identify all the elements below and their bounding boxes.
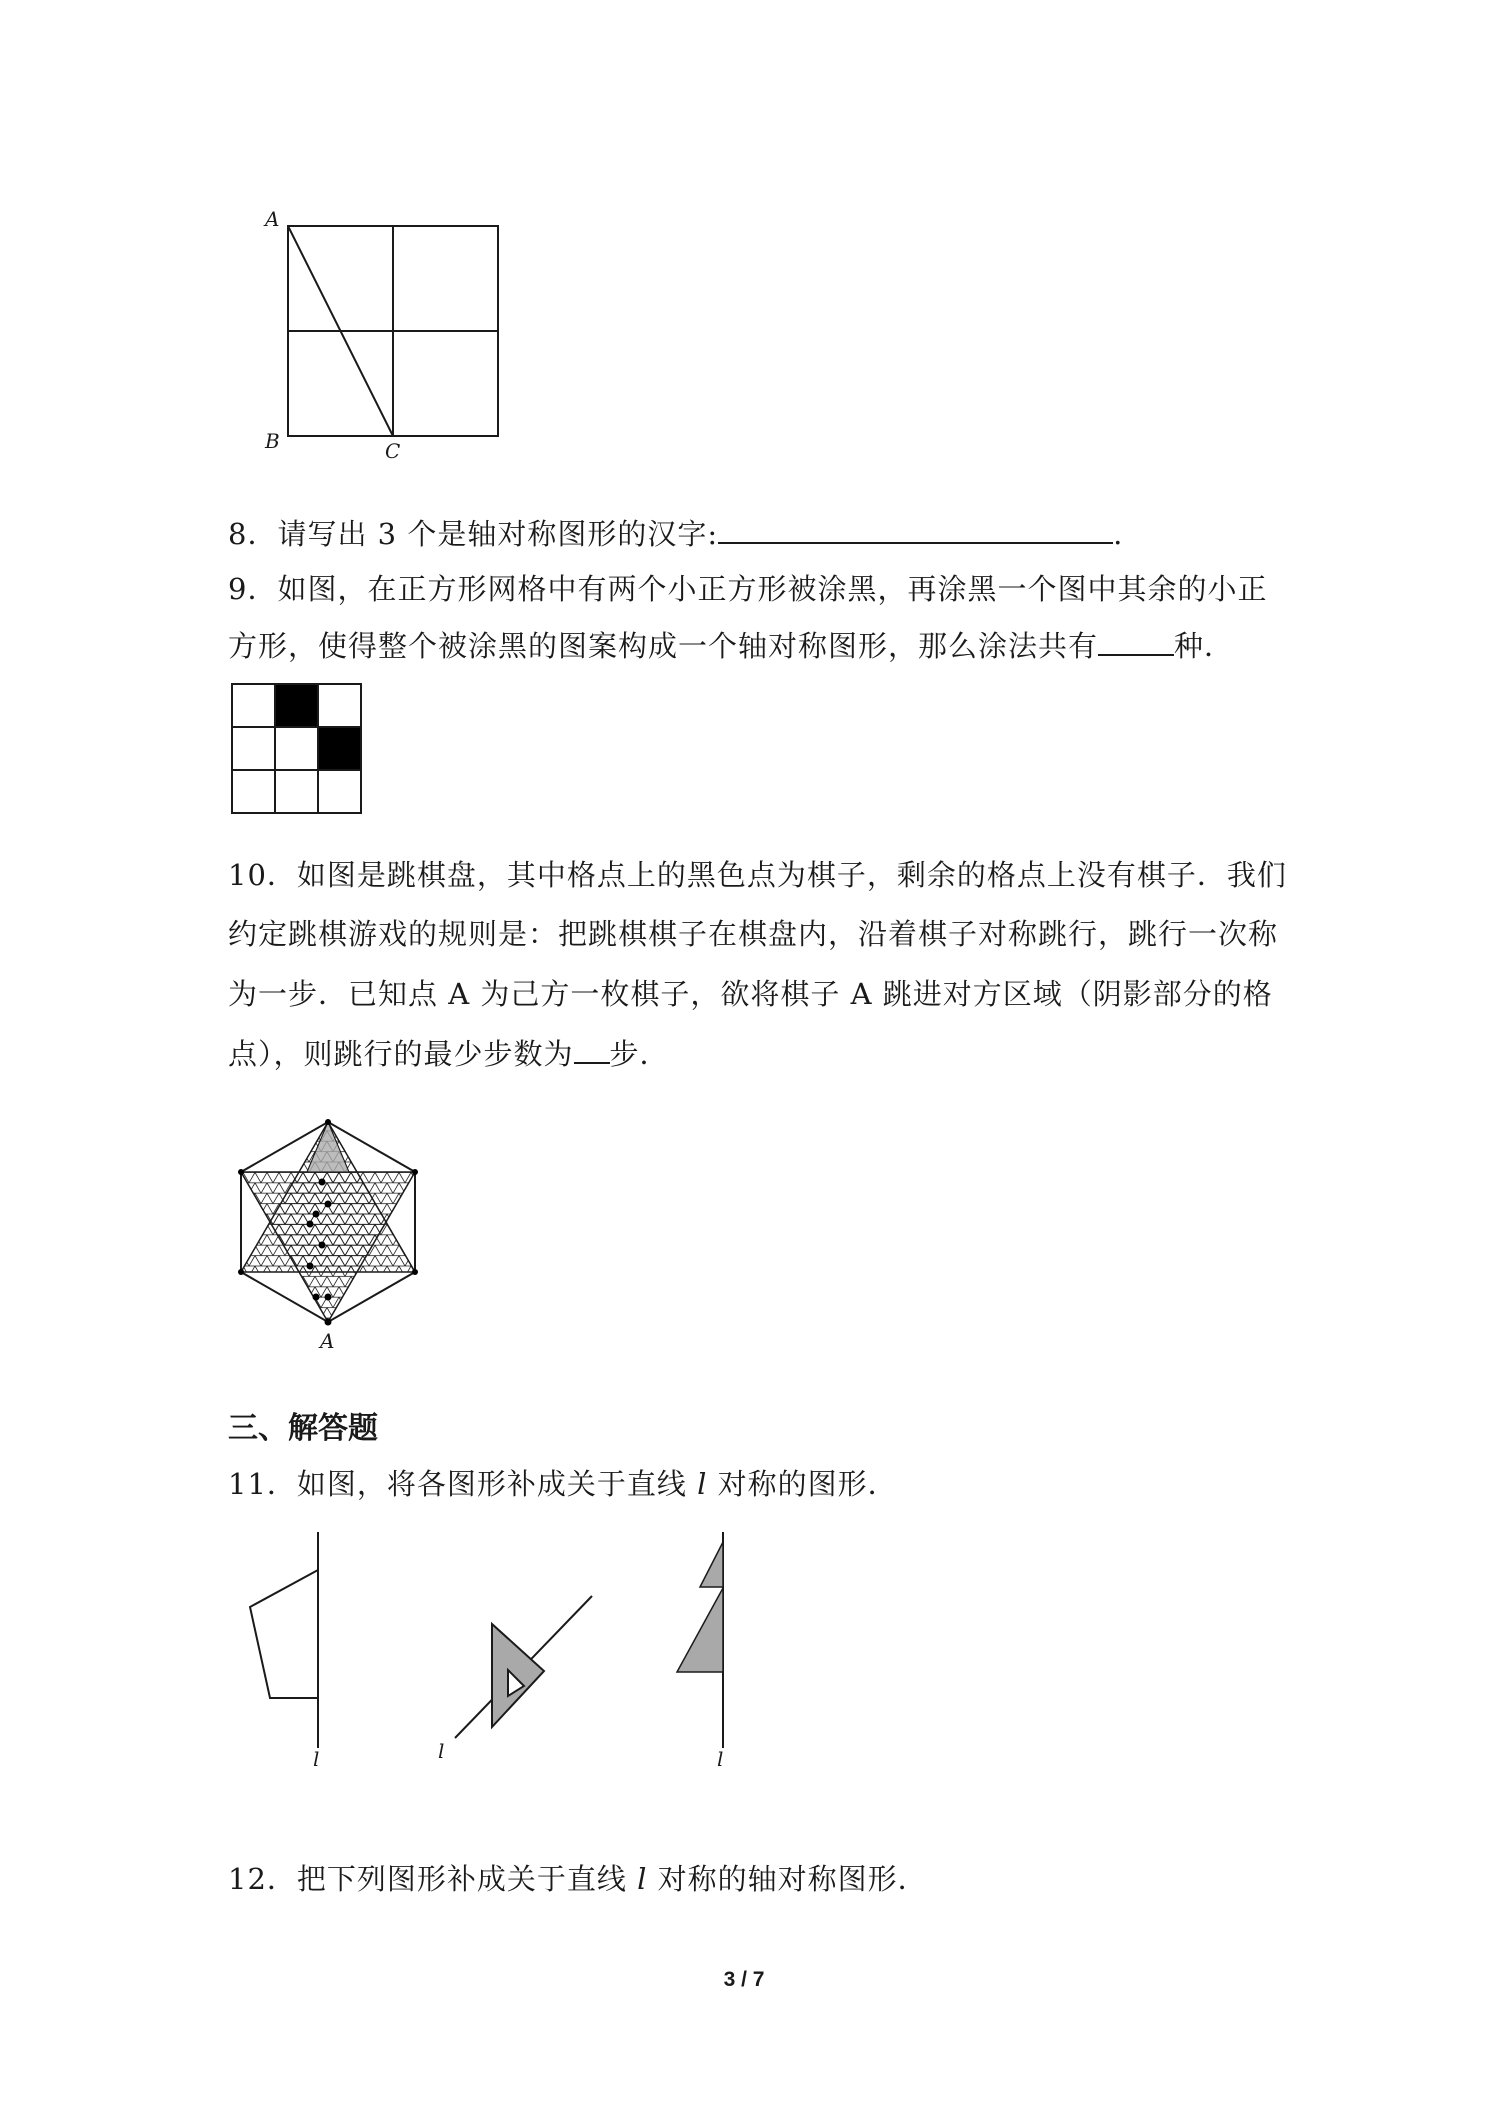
- label-c: C: [385, 439, 401, 463]
- axis-label-1: l: [313, 1747, 320, 1770]
- piece-a: [325, 1319, 332, 1326]
- gray-triangle-shape: [492, 1624, 544, 1727]
- piece: [325, 1119, 331, 1125]
- piece: [412, 1269, 418, 1275]
- q9-text-after: 种．: [1174, 629, 1235, 663]
- question-10-line-4: [228, 1032, 670, 1075]
- piece: [325, 1201, 332, 1208]
- figure-symmetry-shapes: [230, 1520, 790, 1770]
- piece: [238, 1269, 244, 1275]
- piece: [412, 1169, 418, 1175]
- q10-text-after: 步．: [609, 1037, 670, 1071]
- figure-checker-board: [225, 1110, 435, 1360]
- axis-label-3: l: [717, 1747, 724, 1770]
- axis-label-2: l: [438, 1739, 445, 1763]
- question-8: [228, 512, 1123, 555]
- question-10-line-2: 约定跳棋游戏的规则是：把跳棋棋子在棋盘内，沿着棋子对称跳行，跳行一次称: [228, 917, 1279, 951]
- q12-var-l: l: [637, 1862, 648, 1896]
- piece: [307, 1263, 314, 1270]
- page-number: 3 / 7: [723, 1968, 765, 1991]
- piece: [238, 1169, 244, 1175]
- label-b: B: [265, 429, 280, 453]
- q8-answer-blank[interactable]: [718, 512, 1113, 544]
- q11-var-l: l: [697, 1467, 708, 1501]
- half-pentagon: [250, 1570, 318, 1698]
- q9-text-before: 方形，使得整个被涂黑的图案构成一个轴对称图形，那么涂法共有: [228, 629, 1099, 663]
- figure-square-grid-abc: [255, 200, 515, 470]
- piece: [319, 1242, 326, 1249]
- q8-suffix: .: [1113, 517, 1124, 551]
- figure-3x3-grid: [230, 680, 370, 820]
- question-10-line-3: 为一步．已知点 A 为己方一枚棋子，欲将棋子 A 跳进对方区域（阴影部分的格: [228, 977, 1273, 1011]
- label-a: A: [320, 1329, 335, 1353]
- gray-triangle-upper: [700, 1542, 723, 1587]
- question-9-line-1: 9．如图，在正方形网格中有两个小正方形被涂黑，再涂黑一个图中其余的小正: [228, 572, 1268, 606]
- gray-triangle-lower: [677, 1588, 723, 1672]
- black-square-1: [275, 684, 318, 727]
- question-12: [228, 1858, 928, 1900]
- piece: [307, 1221, 314, 1228]
- piece: [325, 1294, 332, 1301]
- piece: [313, 1211, 320, 1218]
- label-a: A: [265, 207, 280, 231]
- q8-text: 8．请写出 3 个是轴对称图形的汉字:: [228, 517, 719, 551]
- question-11: [228, 1463, 898, 1505]
- section-3-title: 三、解答题: [228, 1411, 378, 1446]
- q12-text-after: 对称的轴对称图形．: [647, 1862, 928, 1896]
- black-square-2: [318, 727, 361, 770]
- question-9-line-2: [228, 624, 1234, 667]
- question-10-line-1: 10．如图是跳棋盘，其中格点上的黑色点为棋子，剩余的格点上没有棋子．我们: [228, 858, 1287, 892]
- q9-answer-blank[interactable]: [1098, 624, 1174, 656]
- q10-answer-blank[interactable]: [574, 1032, 610, 1064]
- q12-text-before: 12．把下列图形补成关于直线: [228, 1862, 638, 1896]
- piece: [313, 1294, 320, 1301]
- q10-text-before: 点），则跳行的最少步数为: [228, 1037, 574, 1071]
- q11-text-before: 11．如图，将各图形补成关于直线: [228, 1467, 698, 1501]
- piece: [319, 1179, 326, 1186]
- q11-text-after: 对称的图形．: [707, 1467, 898, 1501]
